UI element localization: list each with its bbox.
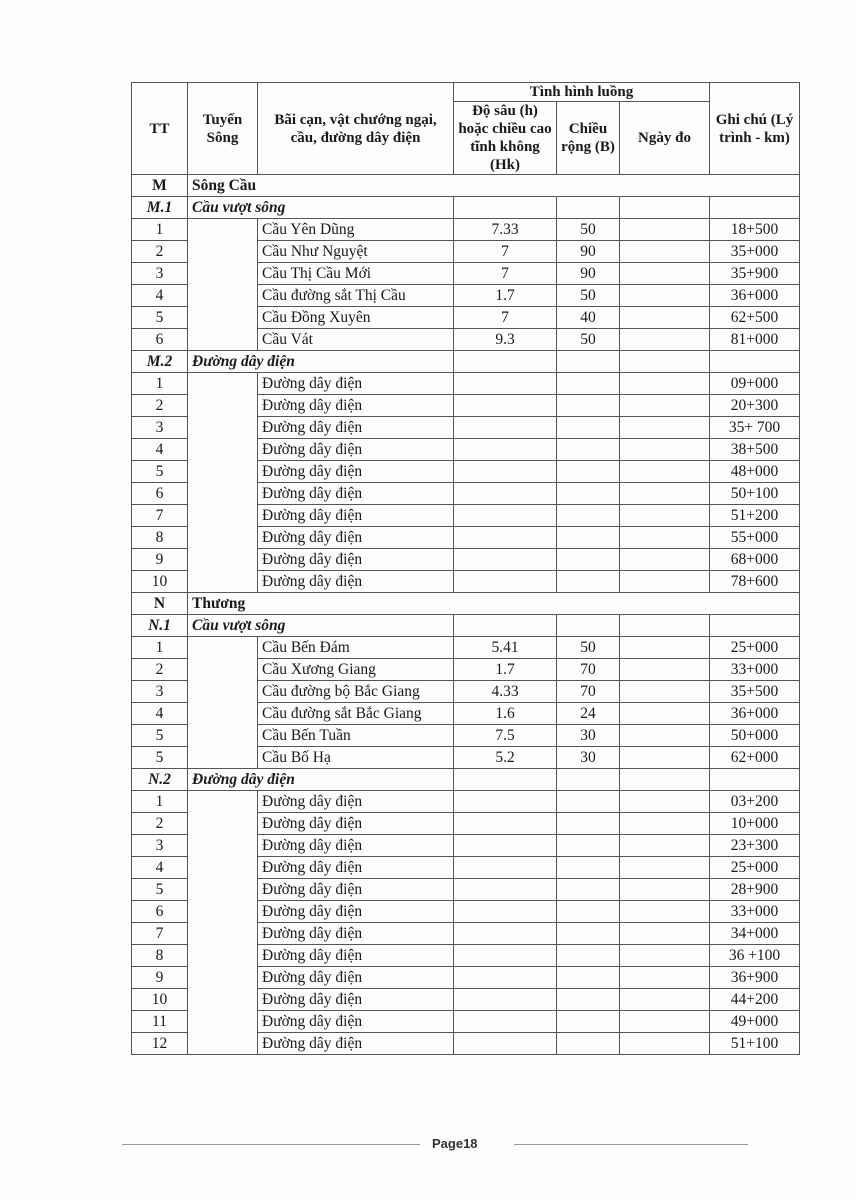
table-header — [132, 83, 800, 175]
row-width: 90 — [557, 263, 620, 285]
empty-cell — [454, 351, 557, 373]
row-name: Đường dây điện — [258, 967, 454, 989]
row-height: 7 — [454, 307, 557, 329]
row-date — [620, 945, 710, 967]
empty-cell — [557, 769, 620, 791]
row-width: 24 — [557, 703, 620, 725]
row-height — [454, 923, 557, 945]
row-note: 44+200 — [710, 989, 800, 1011]
header-ngay-do: Ngày đo — [620, 102, 710, 175]
header-tuyen-song: Tuyến Sông — [188, 83, 258, 175]
row-height — [454, 373, 557, 395]
row-date — [620, 329, 710, 351]
table-row — [132, 637, 800, 659]
header-do-sau: Độ sâu (h) hoặc chiều cao tĩnh không (Hk) — [454, 102, 557, 175]
row-height: 4.33 — [454, 681, 557, 703]
row-name: Đường dây điện — [258, 945, 454, 967]
row-height — [454, 527, 557, 549]
row-note: 36+000 — [710, 285, 800, 307]
row-tt: 5 — [132, 747, 188, 769]
row-height: 1.7 — [454, 285, 557, 307]
row-tt: 4 — [132, 857, 188, 879]
row-width: 50 — [557, 219, 620, 241]
empty-cell — [710, 615, 800, 637]
row-width: 50 — [557, 285, 620, 307]
row-height — [454, 791, 557, 813]
empty-cell — [454, 615, 557, 637]
row-name: Cầu đường bộ Bắc Giang — [258, 681, 454, 703]
row-width — [557, 483, 620, 505]
row-width — [557, 857, 620, 879]
row-width: 70 — [557, 681, 620, 703]
row-width — [557, 439, 620, 461]
page-footer — [122, 1136, 748, 1156]
row-note: 35+500 — [710, 681, 800, 703]
page-number: Page18 — [432, 1136, 478, 1151]
row-note: 36+900 — [710, 967, 800, 989]
row-tt: 3 — [132, 681, 188, 703]
row-tt: 3 — [132, 835, 188, 857]
row-height: 9.3 — [454, 329, 557, 351]
section-row — [132, 593, 800, 615]
row-date — [620, 1011, 710, 1033]
group-code: N.2 — [132, 769, 188, 791]
row-height: 1.7 — [454, 659, 557, 681]
row-tt: 8 — [132, 527, 188, 549]
row-date — [620, 879, 710, 901]
row-tt: 10 — [132, 571, 188, 593]
row-tt: 9 — [132, 549, 188, 571]
row-width: 90 — [557, 241, 620, 263]
row-date — [620, 967, 710, 989]
row-name: Đường dây điện — [258, 505, 454, 527]
section-row — [132, 175, 800, 197]
row-name: Đường dây điện — [258, 483, 454, 505]
row-tt: 6 — [132, 483, 188, 505]
row-note: 78+600 — [710, 571, 800, 593]
route-cell — [188, 791, 258, 1055]
row-date — [620, 373, 710, 395]
row-tt: 2 — [132, 659, 188, 681]
row-tt: 9 — [132, 967, 188, 989]
group-code: M.1 — [132, 197, 188, 219]
empty-cell — [620, 769, 710, 791]
header-chieu-rong: Chiều rộng (B) — [557, 102, 620, 175]
row-name: Đường dây điện — [258, 417, 454, 439]
row-width: 40 — [557, 307, 620, 329]
row-height — [454, 483, 557, 505]
row-height — [454, 1033, 557, 1055]
row-tt: 8 — [132, 945, 188, 967]
row-width — [557, 571, 620, 593]
row-name: Cầu Như Nguyệt — [258, 241, 454, 263]
row-note: 81+000 — [710, 329, 800, 351]
row-name: Đường dây điện — [258, 395, 454, 417]
row-name: Đường dây điện — [258, 835, 454, 857]
row-date — [620, 813, 710, 835]
row-tt: 2 — [132, 395, 188, 417]
row-tt: 12 — [132, 1033, 188, 1055]
empty-cell — [620, 351, 710, 373]
row-width — [557, 813, 620, 835]
row-date — [620, 505, 710, 527]
row-note: 25+000 — [710, 857, 800, 879]
header-bai-can: Bãi cạn, vật chướng ngại, cầu, đường dây điện — [258, 83, 454, 175]
row-height — [454, 879, 557, 901]
row-note: 33+000 — [710, 659, 800, 681]
row-height — [454, 505, 557, 527]
row-width: 30 — [557, 725, 620, 747]
row-name: Đường dây điện — [258, 923, 454, 945]
group-row — [132, 351, 800, 373]
row-name: Cầu Xương Giang — [258, 659, 454, 681]
table-row — [132, 373, 800, 395]
row-name: Đường dây điện — [258, 1033, 454, 1055]
row-date — [620, 835, 710, 857]
table-body — [132, 175, 800, 1055]
row-name: Đường dây điện — [258, 989, 454, 1011]
row-date — [620, 461, 710, 483]
row-width — [557, 505, 620, 527]
group-name: Đường dây điện — [188, 769, 454, 791]
empty-cell — [710, 351, 800, 373]
row-height: 7 — [454, 263, 557, 285]
row-name: Đường dây điện — [258, 901, 454, 923]
empty-cell — [710, 769, 800, 791]
empty-cell — [710, 197, 800, 219]
group-name: Cầu vượt sông — [188, 197, 454, 219]
row-tt: 2 — [132, 241, 188, 263]
row-width — [557, 901, 620, 923]
row-tt: 2 — [132, 813, 188, 835]
row-name: Cầu đường sắt Thị Cầu — [258, 285, 454, 307]
row-date — [620, 417, 710, 439]
row-height — [454, 835, 557, 857]
row-tt: 5 — [132, 879, 188, 901]
row-note: 55+000 — [710, 527, 800, 549]
row-name: Cầu Vát — [258, 329, 454, 351]
row-date — [620, 241, 710, 263]
empty-cell — [620, 615, 710, 637]
row-date — [620, 549, 710, 571]
row-tt: 3 — [132, 263, 188, 285]
row-height — [454, 857, 557, 879]
row-note: 36+000 — [710, 703, 800, 725]
row-note: 35+900 — [710, 263, 800, 285]
row-height: 5.41 — [454, 637, 557, 659]
section-code: N — [132, 593, 188, 615]
empty-cell — [557, 197, 620, 219]
row-width — [557, 989, 620, 1011]
row-note: 34+000 — [710, 923, 800, 945]
row-note: 36 +100 — [710, 945, 800, 967]
row-width — [557, 791, 620, 813]
row-height: 7.33 — [454, 219, 557, 241]
row-note: 09+000 — [710, 373, 800, 395]
row-name: Đường dây điện — [258, 461, 454, 483]
row-name: Đường dây điện — [258, 791, 454, 813]
row-note: 33+000 — [710, 901, 800, 923]
row-name: Cầu Bến Đám — [258, 637, 454, 659]
row-width — [557, 923, 620, 945]
row-name: Cầu Đồng Xuyên — [258, 307, 454, 329]
row-height — [454, 461, 557, 483]
empty-cell — [454, 769, 557, 791]
row-name: Đường dây điện — [258, 373, 454, 395]
row-tt: 7 — [132, 505, 188, 527]
row-width: 50 — [557, 637, 620, 659]
row-note: 38+500 — [710, 439, 800, 461]
route-cell — [188, 219, 258, 351]
row-date — [620, 395, 710, 417]
route-cell — [188, 637, 258, 769]
row-width — [557, 945, 620, 967]
row-height: 7 — [454, 241, 557, 263]
row-date — [620, 989, 710, 1011]
row-tt: 6 — [132, 329, 188, 351]
row-height: 5.2 — [454, 747, 557, 769]
row-tt: 1 — [132, 791, 188, 813]
row-name: Cầu Yên Dũng — [258, 219, 454, 241]
row-date — [620, 439, 710, 461]
group-code: N.1 — [132, 615, 188, 637]
row-height — [454, 571, 557, 593]
table-row — [132, 219, 800, 241]
header-tinh-hinh-luong: Tình hình luồng — [454, 83, 710, 102]
empty-cell — [620, 197, 710, 219]
row-tt: 11 — [132, 1011, 188, 1033]
row-date — [620, 483, 710, 505]
section-name: Sông Cầu — [188, 175, 800, 197]
row-date — [620, 637, 710, 659]
row-width — [557, 527, 620, 549]
row-height — [454, 945, 557, 967]
row-width — [557, 417, 620, 439]
row-tt: 1 — [132, 219, 188, 241]
row-height — [454, 967, 557, 989]
row-date — [620, 791, 710, 813]
group-row — [132, 197, 800, 219]
row-name: Cầu Bố Hạ — [258, 747, 454, 769]
row-width: 70 — [557, 659, 620, 681]
row-date — [620, 901, 710, 923]
row-width — [557, 549, 620, 571]
empty-cell — [557, 615, 620, 637]
row-note: 35+000 — [710, 241, 800, 263]
row-height — [454, 417, 557, 439]
row-width — [557, 395, 620, 417]
section-code: M — [132, 175, 188, 197]
row-date — [620, 307, 710, 329]
row-date — [620, 681, 710, 703]
row-tt: 4 — [132, 285, 188, 307]
row-note: 35+ 700 — [710, 417, 800, 439]
waterway-table — [131, 82, 800, 1055]
row-tt: 3 — [132, 417, 188, 439]
row-height — [454, 439, 557, 461]
row-width — [557, 879, 620, 901]
row-tt: 6 — [132, 901, 188, 923]
group-name: Cầu vượt sông — [188, 615, 454, 637]
row-tt: 4 — [132, 703, 188, 725]
row-note: 50+000 — [710, 725, 800, 747]
route-cell — [188, 373, 258, 593]
row-width — [557, 1011, 620, 1033]
row-name: Cầu Thị Cầu Mới — [258, 263, 454, 285]
row-name: Cầu Bến Tuần — [258, 725, 454, 747]
row-width — [557, 373, 620, 395]
row-tt: 4 — [132, 439, 188, 461]
row-date — [620, 263, 710, 285]
row-height — [454, 1011, 557, 1033]
row-height — [454, 901, 557, 923]
row-note: 48+000 — [710, 461, 800, 483]
row-width: 50 — [557, 329, 620, 351]
row-note: 18+500 — [710, 219, 800, 241]
row-height — [454, 549, 557, 571]
footer-rule-left — [122, 1144, 420, 1145]
row-tt: 5 — [132, 307, 188, 329]
row-date — [620, 703, 710, 725]
section-name: Thương — [188, 593, 800, 615]
row-width — [557, 967, 620, 989]
footer-rule-right — [514, 1144, 748, 1145]
row-note: 03+200 — [710, 791, 800, 813]
row-note: 68+000 — [710, 549, 800, 571]
row-note: 10+000 — [710, 813, 800, 835]
header-tt: TT — [132, 83, 188, 175]
row-height — [454, 395, 557, 417]
row-note: 25+000 — [710, 637, 800, 659]
row-note: 62+000 — [710, 747, 800, 769]
row-width — [557, 461, 620, 483]
row-height — [454, 813, 557, 835]
row-width: 30 — [557, 747, 620, 769]
row-note: 62+500 — [710, 307, 800, 329]
row-name: Cầu đường sắt Bắc Giang — [258, 703, 454, 725]
row-tt: 1 — [132, 373, 188, 395]
row-height — [454, 989, 557, 1011]
row-tt: 10 — [132, 989, 188, 1011]
row-width — [557, 835, 620, 857]
row-date — [620, 1033, 710, 1055]
row-height: 7.5 — [454, 725, 557, 747]
row-date — [620, 747, 710, 769]
row-date — [620, 725, 710, 747]
group-name: Đường dây điện — [188, 351, 454, 373]
row-date — [620, 923, 710, 945]
row-note: 51+200 — [710, 505, 800, 527]
row-tt: 1 — [132, 637, 188, 659]
row-note: 23+300 — [710, 835, 800, 857]
row-name: Đường dây điện — [258, 879, 454, 901]
row-note: 49+000 — [710, 1011, 800, 1033]
row-tt: 7 — [132, 923, 188, 945]
empty-cell — [454, 197, 557, 219]
row-note: 28+900 — [710, 879, 800, 901]
row-date — [620, 285, 710, 307]
row-width — [557, 1033, 620, 1055]
group-row — [132, 615, 800, 637]
row-date — [620, 219, 710, 241]
row-date — [620, 857, 710, 879]
row-date — [620, 659, 710, 681]
row-date — [620, 571, 710, 593]
row-name: Đường dây điện — [258, 1011, 454, 1033]
empty-cell — [557, 351, 620, 373]
row-tt: 5 — [132, 725, 188, 747]
row-tt: 5 — [132, 461, 188, 483]
table-row — [132, 791, 800, 813]
row-name: Đường dây điện — [258, 857, 454, 879]
row-note: 50+100 — [710, 483, 800, 505]
group-code: M.2 — [132, 351, 188, 373]
row-note: 20+300 — [710, 395, 800, 417]
group-row — [132, 769, 800, 791]
row-name: Đường dây điện — [258, 571, 454, 593]
row-date — [620, 527, 710, 549]
header-ghi-chu: Ghi chú (Lý trình - km) — [710, 83, 800, 175]
row-name: Đường dây điện — [258, 527, 454, 549]
row-note: 51+100 — [710, 1033, 800, 1055]
row-name: Đường dây điện — [258, 439, 454, 461]
row-height: 1.6 — [454, 703, 557, 725]
row-name: Đường dây điện — [258, 813, 454, 835]
row-name: Đường dây điện — [258, 549, 454, 571]
